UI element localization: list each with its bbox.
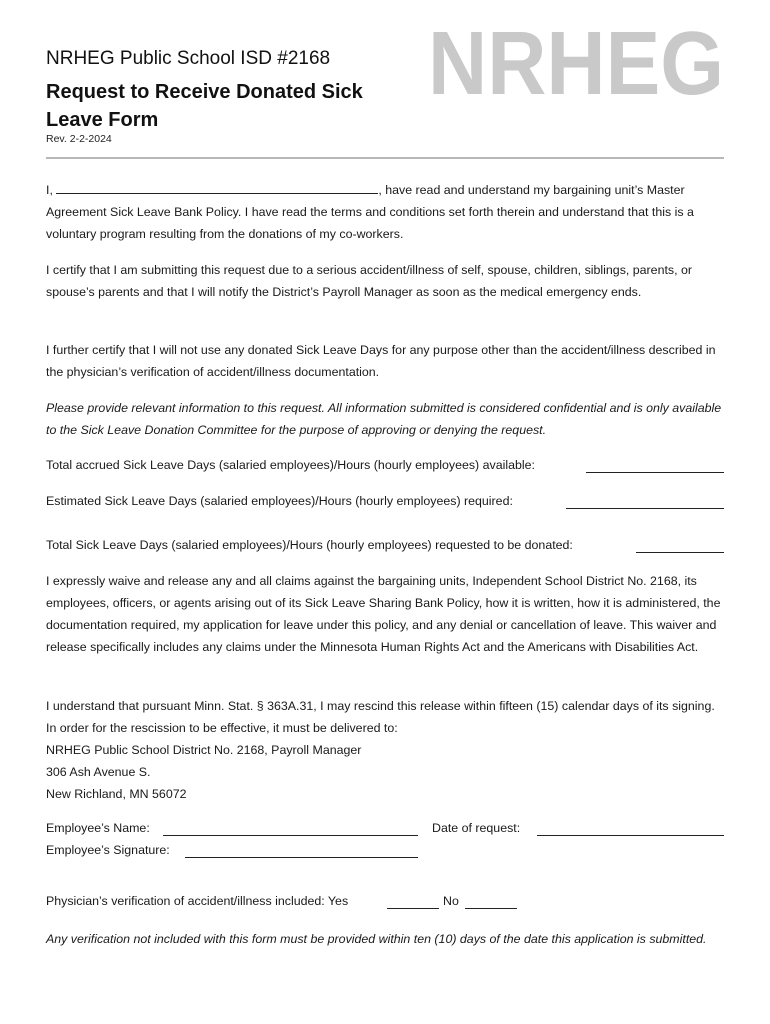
waiver-paragraph: I expressly waive and release any and all claims against the bargaining units, Independent School District No. 2168, its employees, officers, or agents arising out of its Sick Leave Sharing Bank Policy, how it is written, how it is administered, the documentation required, my application for leave under this policy, and any denial or cancellation of leave. This waiver and release specifically includes any claims under the Minnesota Human Rights Act and the Americans with Disabilities Act. (46, 574, 721, 654)
estimated-field[interactable] (566, 508, 724, 509)
date-label: Date of request: (432, 821, 521, 835)
intro-text: , have read and understand my bargaining unit’s Master Agreement Sick Leave Bank Policy. I have read the terms and conditions set forth therein and understand that this is a voluntary program resulting from the donations of my co-workers. (46, 183, 694, 241)
intro-prefix: I, (46, 183, 53, 197)
physician-row (46, 894, 726, 912)
signature-field[interactable] (185, 857, 418, 858)
confidential-note: Please provide relevant information to this request. All information submitted is considered confidential and is only available to the Sick Leave Donation Committee for the purpose of approving or denying the request. (46, 401, 722, 437)
total-accrued-field[interactable] (586, 472, 724, 473)
employee-name-blank[interactable] (56, 179, 378, 194)
date-field[interactable] (537, 835, 724, 836)
revision-date: Rev. 2-2-2024 (46, 133, 112, 145)
address-line-1: NRHEG Public School District No. 2168, Payroll Manager (46, 743, 362, 757)
requested-field[interactable] (636, 552, 724, 553)
nrheg-logo (426, 22, 726, 102)
requested-row (46, 538, 726, 556)
estimated-row (46, 494, 726, 512)
certify-paragraph: I certify that I am submitting this request due to a serious accident/illness of self, spouse, children, siblings, parents, or spouse’s parents and that I will notify the District’s Payroll Manager as soon as the medical emergency ends. (46, 263, 693, 299)
employee-name-field[interactable] (163, 835, 418, 836)
address-line-2: 306 Ash Avenue S. (46, 765, 151, 779)
employee-name-label: Employee’s Name: (46, 821, 150, 835)
form-title: Request to Receive Donated Sick Leave Form (46, 81, 363, 131)
svg-text:NRHEG: NRHEG (428, 22, 724, 102)
no-field[interactable] (465, 908, 517, 909)
header-divider (46, 157, 724, 159)
total-accrued-label: Total accrued Sick Leave Days (salaried employees)/Hours (hourly employees) available: (46, 458, 535, 472)
form-header (46, 0, 726, 160)
further-certify-paragraph: I further certify that I will not use any donated Sick Leave Days for any purpose other than the accident/illness described in the physician’s verification of accident/illness documentation. (46, 343, 716, 379)
requested-label: Total Sick Leave Days (salaried employees)/Hours (hourly employees) requested to be donated: (46, 538, 573, 552)
address-line-3: New Richland, MN 56072 (46, 787, 187, 801)
signature-row (46, 843, 726, 861)
form-page (46, 0, 726, 946)
yes-field[interactable] (387, 908, 439, 909)
estimated-label: Estimated Sick Leave Days (salaried employees)/Hours (hourly employees) required: (46, 494, 513, 508)
employee-name-row (46, 821, 726, 839)
footer-note: Any verification not included with this form must be provided within ten (10) days of the date this application is submitted. (46, 932, 707, 946)
signature-label: Employee’s Signature: (46, 843, 170, 857)
school-name: NRHEG Public School ISD #2168 (46, 48, 331, 69)
no-label: No (443, 894, 459, 908)
intro-paragraph (46, 179, 726, 245)
physician-label: Physician’s verification of accident/illness included: Yes (46, 894, 349, 908)
rescind-paragraph: I understand that pursuant Minn. Stat. § 363A.31, I may rescind this release within fifteen (15) calendar days of its signing. In order for the rescission to be effective, it must be delivered to: (46, 699, 715, 735)
total-accrued-row (46, 458, 726, 476)
